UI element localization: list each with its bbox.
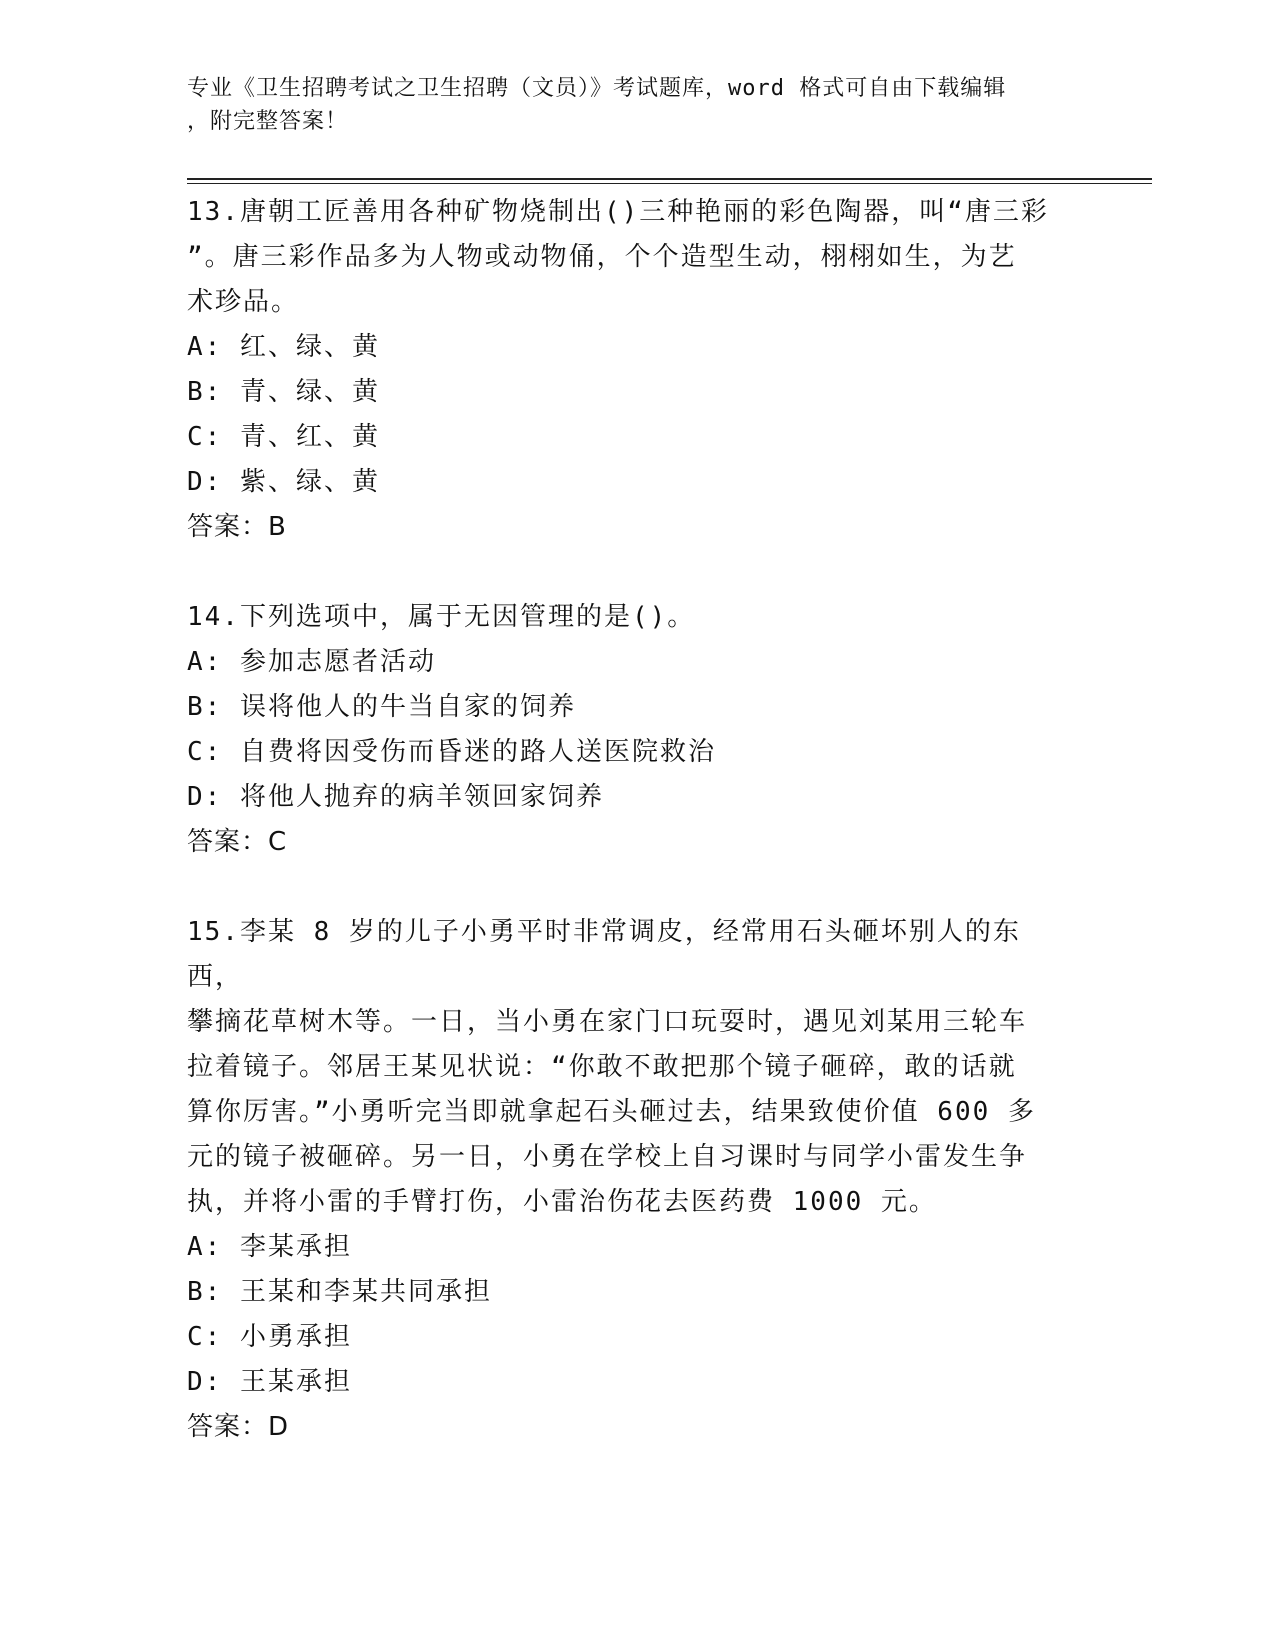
question-list [187,190,1067,1450]
question-stem-line: 元的镜子被砸碎。另一日，小勇在学校上自习课时与同学小雷发生争 [187,1142,1028,1172]
answer-label: 答案：D [187,1412,290,1442]
question-stem-line: ”。唐三彩作品多为人物或动物俑，个个造型生动，栩栩如生，为艺 [187,242,1017,272]
question-stem-line: 执，并将小雷的手臂打伤，小雷治伤花去医药费 1000 元。 [187,1187,937,1217]
option-d: D: 王某承担 [187,1367,352,1397]
option-a: A: 参加志愿者活动 [187,647,436,677]
question-13 [187,190,1067,550]
option-a: A: 李某承担 [187,1232,352,1262]
option-b: B: 误将他人的牛当自家的饲养 [187,692,576,722]
question-stem-line: 拉着镜子。邻居王某见状说：“你敢不敢把那个镜子砸碎，敢的话就 [187,1052,1017,1082]
header-line: ，附完整答案！ [187,109,349,134]
header-divider-thick [187,178,1152,180]
option-d: D: 将他人抛弃的病羊领回家饲养 [187,782,604,812]
option-c: C: 青、红、黄 [187,422,380,452]
question-stem-line: 术珍品。 [187,287,300,317]
question-stem-line: 14.下列选项中，属于无因管理的是()。 [187,602,696,632]
option-b: B: 王某和李某共同承担 [187,1277,492,1307]
question-spacer [187,550,1067,595]
answer-label: 答案：B [187,512,287,542]
option-c: C: 小勇承担 [187,1322,352,1352]
option-d: D: 紫、绿、黄 [187,467,380,497]
question-stem-line: 攀摘花草树木等。一日，当小勇在家门口玩耍时，遇见刘某用三轮车 [187,1007,1028,1037]
question-15 [187,910,1067,1450]
option-b: B: 青、绿、黄 [187,377,380,407]
question-spacer [187,865,1067,910]
answer-label: 答案：C [187,827,288,857]
question-stem-line: 13.唐朝工匠善用各种矿物烧制出()三种艳丽的彩色陶器，叫“唐三彩 [187,197,1049,227]
option-c: C: 自费将因受伤而昏迷的路人送医院救治 [187,737,716,767]
header-line: 专业《卫生招聘考试之卫生招聘（文员）》考试题库，word 格式可自由下载编辑 [187,76,1007,101]
header-divider-thin [187,183,1152,184]
question-14 [187,595,1067,865]
option-a: A: 红、绿、黄 [187,332,380,362]
question-stem-line: 15.李某 8 岁的儿子小勇平时非常调皮，经常用石头砸坏别人的东西， [187,917,1021,992]
question-stem-line: 算你厉害。”小勇听完当即就拿起石头砸过去，结果致使价值 600 多 [187,1097,1036,1127]
document-header [187,72,1067,138]
